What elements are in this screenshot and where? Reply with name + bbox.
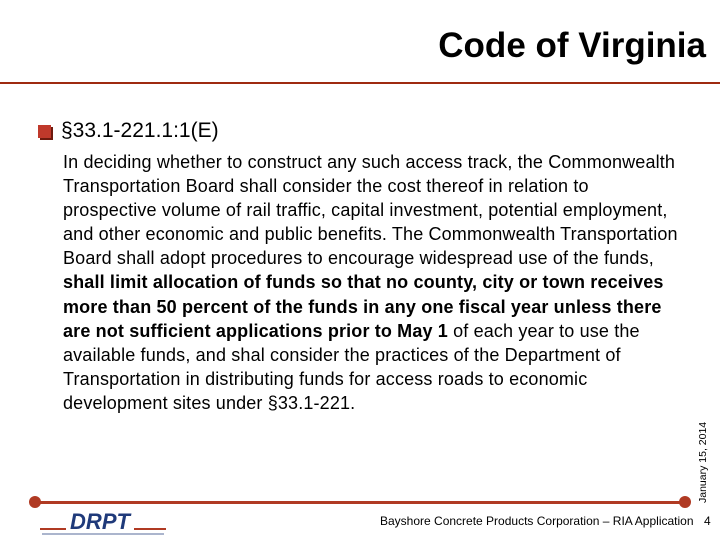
drpt-logo [38, 507, 168, 537]
paragraph-part-2-bold: shall limit allocation of funds so that no county, city or town receives more than 50 percent of the funds in any one fiscal year unless there are not sufficient applications prior to May 1 [63, 272, 664, 341]
footer-dot-right [679, 496, 691, 508]
logo-wordmark: DRPT [70, 509, 130, 534]
date-label: January 15, 2014 [697, 421, 709, 503]
footer-divider [35, 501, 685, 504]
page-title: Code of Virginia [438, 26, 706, 65]
section-heading [38, 119, 219, 143]
statute-paragraph [63, 150, 681, 415]
paragraph-part-1: In deciding whether to construct any such access track, the Commonwealth Transportation Board shall consider the cost thereof in relation to prospective volume of rail traffic, capital investment, potential employment, and other economic and public benefits. The Commonwealth Transportation Board shall adopt procedures to encourage widespread use of the funds, [63, 152, 678, 269]
drpt-logo-icon [40, 509, 166, 534]
page-number: 4 [704, 514, 711, 528]
square-bullet-icon [38, 125, 51, 138]
title-divider [0, 82, 720, 84]
paragraph-part-3: of each year to use the available funds, and shal consider the practices of the Department of Transportation in distributing funds for access roads to economic development sites under §33.1-221. [63, 320, 640, 413]
footer-text: Bayshore Concrete Products Corporation – RIA Application [380, 514, 694, 528]
section-reference: §33.1-221.1:1(E) [61, 119, 219, 142]
